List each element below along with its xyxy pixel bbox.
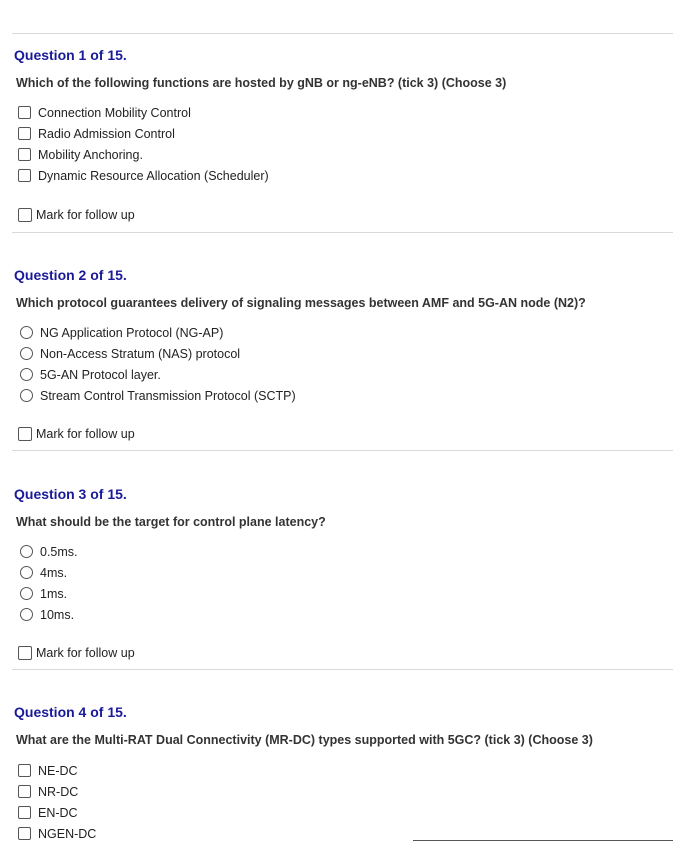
- divider-q2: [12, 450, 673, 451]
- options-list: [20, 541, 78, 625]
- options-list: [18, 102, 269, 186]
- follow-up-label[interactable]: Mark for follow up: [36, 208, 135, 222]
- option-label[interactable]: EN-DC: [38, 805, 78, 820]
- option-checkbox[interactable]: [18, 127, 31, 140]
- question-title: Question 2 of 15.: [14, 267, 127, 283]
- option-1[interactable]: [18, 760, 96, 781]
- option-radio[interactable]: [20, 347, 33, 360]
- option-checkbox[interactable]: [18, 785, 31, 798]
- option-radio[interactable]: [20, 368, 33, 381]
- divider-q1: [12, 232, 673, 233]
- option-4[interactable]: [18, 823, 96, 844]
- option-1[interactable]: [20, 541, 78, 562]
- mark-follow-up[interactable]: [18, 643, 135, 663]
- option-3[interactable]: [20, 364, 296, 385]
- option-label[interactable]: 10ms.: [40, 607, 75, 622]
- option-label[interactable]: NG Application Protocol (NG-AP): [40, 325, 224, 340]
- question-prompt: What should be the target for control plane latency?: [16, 515, 326, 529]
- option-radio[interactable]: [20, 587, 33, 600]
- option-checkbox[interactable]: [18, 827, 31, 840]
- option-2[interactable]: [18, 781, 96, 802]
- option-2[interactable]: [20, 562, 78, 583]
- option-4[interactable]: [18, 165, 269, 186]
- follow-up-checkbox[interactable]: [18, 427, 32, 441]
- question-title: Question 1 of 15.: [14, 47, 127, 63]
- divider-q3: [12, 669, 673, 670]
- question-prompt: Which protocol guarantees delivery of signaling messages between AMF and 5G-AN node (N2)?: [16, 296, 586, 310]
- option-radio[interactable]: [20, 389, 33, 402]
- question-title: Question 4 of 15.: [14, 704, 127, 720]
- question-prompt: What are the Multi-RAT Dual Connectivity (MR-DC) types supported with 5GC? (tick 3) (Choose 3): [16, 733, 593, 747]
- option-radio[interactable]: [20, 545, 33, 558]
- question-prompt: Which of the following functions are hosted by gNB or ng-eNB? (tick 3) (Choose 3): [16, 76, 507, 90]
- option-1[interactable]: [18, 102, 269, 123]
- option-checkbox[interactable]: [18, 148, 31, 161]
- options-list: [20, 322, 296, 406]
- option-3[interactable]: [18, 802, 96, 823]
- option-checkbox[interactable]: [18, 806, 31, 819]
- mark-follow-up[interactable]: [18, 205, 135, 225]
- option-label[interactable]: Non-Access Stratum (NAS) protocol: [40, 346, 241, 361]
- mark-follow-up[interactable]: [18, 424, 135, 444]
- option-3[interactable]: [20, 583, 78, 604]
- option-2[interactable]: [18, 123, 269, 144]
- option-checkbox[interactable]: [18, 764, 31, 777]
- question-title: Question 3 of 15.: [14, 486, 127, 502]
- option-label[interactable]: Mobility Anchoring.: [38, 147, 143, 162]
- divider-top: [12, 33, 673, 34]
- option-checkbox[interactable]: [18, 106, 31, 119]
- option-radio[interactable]: [20, 326, 33, 339]
- option-label[interactable]: NR-DC: [38, 784, 79, 799]
- option-1[interactable]: [20, 322, 296, 343]
- option-label[interactable]: Radio Admission Control: [38, 126, 175, 141]
- option-4[interactable]: [20, 385, 296, 406]
- option-2[interactable]: [20, 343, 296, 364]
- divider-bottom-partial: [413, 840, 673, 841]
- option-checkbox[interactable]: [18, 169, 31, 182]
- option-label[interactable]: 0.5ms.: [40, 544, 78, 559]
- follow-up-label[interactable]: Mark for follow up: [36, 646, 135, 660]
- option-label[interactable]: 4ms.: [40, 565, 68, 580]
- follow-up-label[interactable]: Mark for follow up: [36, 427, 135, 441]
- option-radio[interactable]: [20, 566, 33, 579]
- follow-up-checkbox[interactable]: [18, 646, 32, 660]
- option-label[interactable]: Stream Control Transmission Protocol (SCTP): [40, 388, 296, 403]
- option-label[interactable]: Connection Mobility Control: [38, 105, 191, 120]
- option-label[interactable]: NE-DC: [38, 763, 78, 778]
- options-list: [18, 760, 96, 844]
- option-label[interactable]: NGEN-DC: [38, 826, 97, 841]
- option-radio[interactable]: [20, 608, 33, 621]
- option-label[interactable]: 5G-AN Protocol layer.: [40, 367, 161, 382]
- follow-up-checkbox[interactable]: [18, 208, 32, 222]
- option-4[interactable]: [20, 604, 78, 625]
- option-label[interactable]: Dynamic Resource Allocation (Scheduler): [38, 168, 269, 183]
- option-label[interactable]: 1ms.: [40, 586, 68, 601]
- option-3[interactable]: [18, 144, 269, 165]
